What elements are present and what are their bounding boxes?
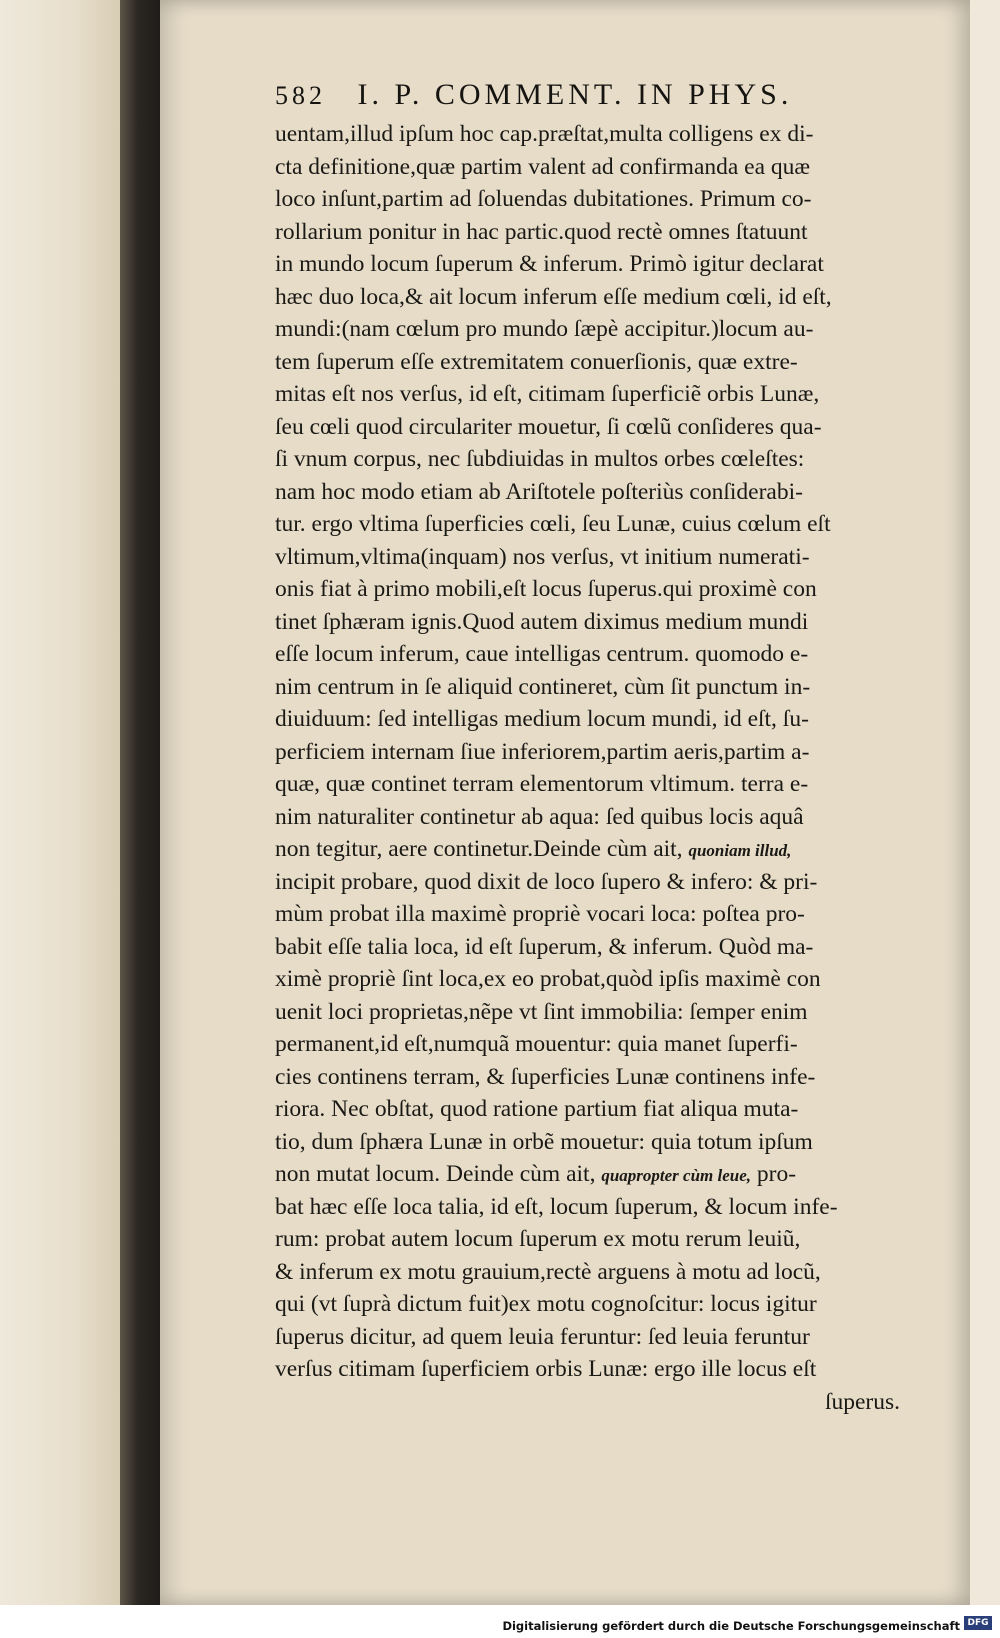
text-line: cta definitione,quæ partim valent ad confirmanda ea quæ (275, 153, 811, 180)
text-line: mùm probat illa maximè propriè vocari loca: poſtea pro- (275, 901, 805, 927)
text-line: ſuperus dicitur, ad quem leuia feruntur: ſed leuia feruntur (275, 1323, 810, 1350)
text-line: qui (vt ſuprà dictum fuit)ex motu cognoſcitur: locus igitur (275, 1291, 817, 1317)
italic-quotation: quoniam illud, (688, 841, 792, 860)
text-line: ſi vnum corpus, nec ſubdiuidas in multos orbes cœleſtes: (275, 446, 805, 472)
text-line: nim naturaliter continetur ab aqua: ſed quibus locis aquâ (275, 803, 804, 830)
text-line: verſus citimam ſuperficiem orbis Lunæ: ergo ille locus eſt (275, 1356, 817, 1382)
catchword: ſuperus. (824, 1388, 900, 1415)
text-line: loco inſunt,partim ad ſoluendas dubitationes. Primum co- (275, 186, 812, 212)
text-segment: non tegitur, aere continetur.Deinde cùm ait, (275, 836, 683, 862)
text-line: incipit probare, quod dixit de loco ſupero & infero: & pri- (275, 868, 818, 895)
text-line: tinet ſphæram ignis.Quod autem diximus medium mundi (275, 608, 809, 635)
text-line: nam hoc modo etiam ab Ariſtotele poſteriùs conſiderabi- (275, 478, 803, 505)
text-line: uentam,illud ipſum hoc cap.præſtat,multa colligens ex di- (275, 121, 814, 147)
text-line: hæc duo loca,& ait locum inferum eſſe medium cœli, id eſt, (275, 283, 832, 310)
text-segment: pro- (751, 1161, 797, 1187)
body-text (275, 118, 900, 1418)
text-line: ximè propriè ſint loca,ex eo probat,quòd ipſis maximè con (275, 966, 821, 992)
text-line: rum: probat autem locum ſuperum ex motu rerum leuiũ, (275, 1226, 801, 1252)
text-line: perficiem internam ſiue inferiorem,partim aeris,partim a- (275, 738, 810, 765)
text-line: & inferum ex motu grauium,rectè arguens à motu ad locũ, (275, 1258, 821, 1285)
text-line: rollarium ponitur in hac partic.quod rectè omnes ſtatuunt (275, 218, 808, 245)
facing-page-edge (0, 0, 120, 1605)
text-line: quæ, quæ continet terram elementorum vltimum. terra e- (275, 771, 809, 797)
dfg-logo: DFG (964, 1616, 992, 1630)
text-line: bat hæc eſſe loca talia, id eſt, locum ſuperum, & locum infe- (275, 1193, 838, 1220)
text-line-with-italic (275, 1158, 900, 1191)
right-margin (970, 0, 1000, 1605)
text-line: ſeu cœli quod circulariter mouetur, ſi cœlũ conſideres qua- (275, 413, 822, 440)
text-line: nim centrum in ſe aliquid contineret, cùm ſit punctum in- (275, 673, 811, 700)
text-line: mitas eſt nos verſus, id eſt, citimam ſuperficiẽ orbis Lunæ, (275, 381, 820, 407)
text-line: uenit loci proprietas,nẽpe vt ſint immobilia: ſemper enim (275, 998, 808, 1025)
text-line: mundi:(nam cœlum pro mundo ſæpè accipitur.)locum au- (275, 316, 814, 342)
text-line: tem ſuperum eſſe extremitatem conuerſionis, quæ extre- (275, 348, 798, 375)
text-line: tur. ergo vltima ſuperficies cœli, ſeu Lunæ, cuius cœlum eſt (275, 511, 831, 537)
page-gutter (120, 0, 160, 1605)
text-line: permanent,id eſt,numquã mouentur: quia manet ſuperfi- (275, 1031, 798, 1057)
funding-credit: Digitalisierung gefördert durch die Deutsche Forschungsgemeinschaft (502, 1619, 960, 1633)
text-line: cies continens terram, & ſuperficies Lunæ continens infe- (275, 1063, 816, 1090)
digitization-footer (0, 1605, 1000, 1638)
page-number: 582 (275, 81, 326, 110)
text-line: babit eſſe talia loca, id eſt ſuperum, & inferum. Quòd ma- (275, 933, 814, 960)
text-segment: non mutat locum. Deinde cùm ait, (275, 1161, 596, 1187)
text-line: riora. Nec obſtat, quod ratione partium fiat aliqua muta- (275, 1096, 799, 1122)
running-title: I. P. COMMENT. IN PHYS. (357, 78, 793, 111)
text-line: vltimum,vltima(inquam) nos verſus, vt initium numerati- (275, 543, 810, 570)
text-line: onis fiat à primo mobili,eſt locus ſuperus.qui proximè con (275, 576, 817, 602)
text-line-with-italic (275, 833, 900, 866)
italic-quotation: quapropter cùm leue, (601, 1166, 752, 1185)
text-line: in mundo locum ſuperum & inferum. Primò igitur declarat (275, 251, 824, 277)
running-head (275, 78, 895, 118)
text-line: diuiduum: ſed intelligas medium locum mundi, id eſt, ſu- (275, 706, 809, 732)
text-line: eſſe locum inferum, caue intelligas centrum. quomodo e- (275, 641, 809, 667)
text-line: tio, dum ſphæra Lunæ in orbẽ mouetur: quia totum ipſum (275, 1128, 813, 1155)
